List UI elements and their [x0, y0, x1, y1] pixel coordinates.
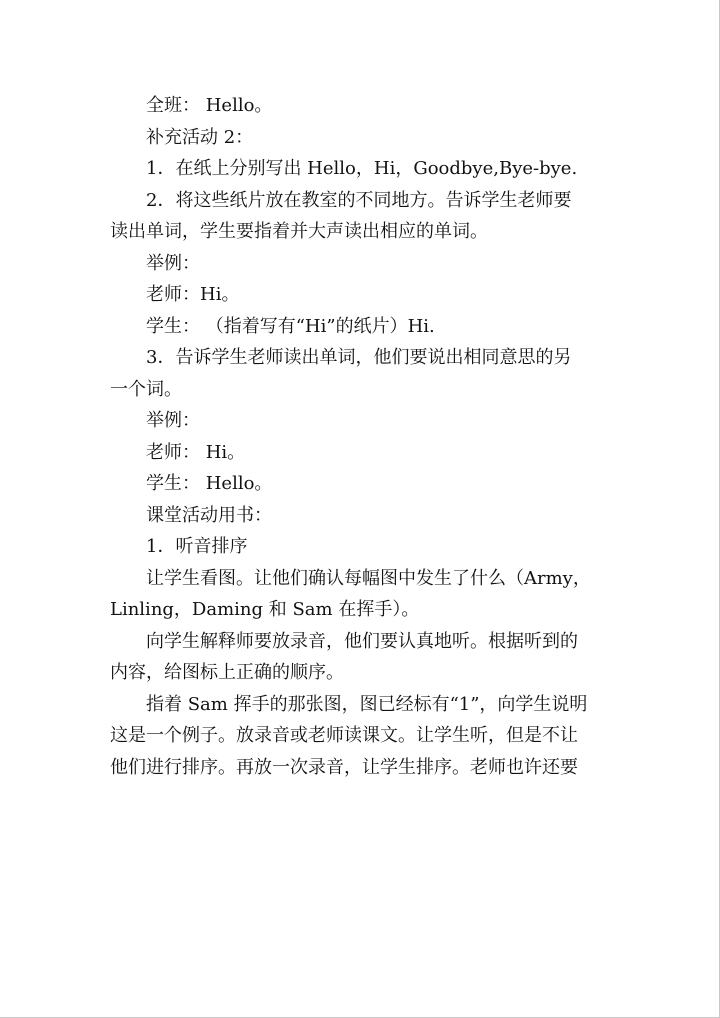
paragraph	[110, 311, 612, 343]
paragraph	[110, 90, 612, 122]
text-line: 补充活动 2：	[146, 126, 254, 148]
paragraph	[110, 689, 612, 784]
text-line: 2．将这些纸片放在教室的不同地方。告诉学生老师要	[146, 189, 572, 211]
paragraph	[110, 122, 612, 154]
paragraph	[110, 248, 612, 280]
text-line: 内容，给图标上正确的顺序。	[110, 662, 344, 683]
paragraph	[110, 500, 612, 532]
text-line: 这是一个例子。放录音或老师读课文。让学生听，但是不让	[110, 725, 578, 746]
text-line: 学生： Hello。	[146, 473, 273, 494]
text-line: 让学生看图。让他们确认每幅图中发生了什么（Army，	[146, 567, 591, 589]
text-line: 读出单词，学生要指着并大声读出相应的单词。	[110, 221, 488, 242]
paragraph	[110, 626, 612, 689]
paragraph	[110, 185, 612, 248]
text-line: 指着 Sam 挥手的那张图，图已经标有“1”，向学生说明	[146, 693, 588, 715]
paragraph	[110, 405, 612, 437]
text-line: 3．告诉学生老师读出单词，他们要说出相同意思的另	[146, 347, 572, 368]
paragraph	[110, 437, 612, 469]
paragraph	[110, 563, 612, 626]
text-line: 1．在纸上分别写出 Hello，Hi，Goodbye,Bye-bye.	[146, 158, 578, 179]
text-line: 举例：	[146, 252, 200, 274]
paragraph	[110, 153, 612, 185]
paragraph	[110, 279, 612, 311]
document-body	[110, 90, 612, 783]
text-line: 老师：Hi。	[146, 284, 240, 305]
text-line: 他们进行排序。再放一次录音，让学生排序。老师也许还要	[110, 756, 578, 778]
text-line: 向学生解释师要放录音，他们要认真地听。根据听到的	[146, 630, 578, 652]
text-line: 举例：	[146, 410, 200, 431]
text-line: 学生： （指着写有“Hi”的纸片）Hi.	[146, 315, 435, 337]
text-line: 一个词。	[110, 378, 182, 400]
text-line: 1．听音排序	[146, 536, 248, 557]
text-line: 老师： Hi。	[146, 441, 246, 463]
paragraph	[110, 531, 612, 563]
text-line: Linling，Daming 和 Sam 在挥手）。	[110, 599, 420, 620]
paragraph	[110, 468, 612, 500]
text-line: 课堂活动用书：	[146, 504, 272, 526]
paragraph	[110, 342, 612, 405]
text-line: 全班： Hello。	[146, 95, 273, 116]
